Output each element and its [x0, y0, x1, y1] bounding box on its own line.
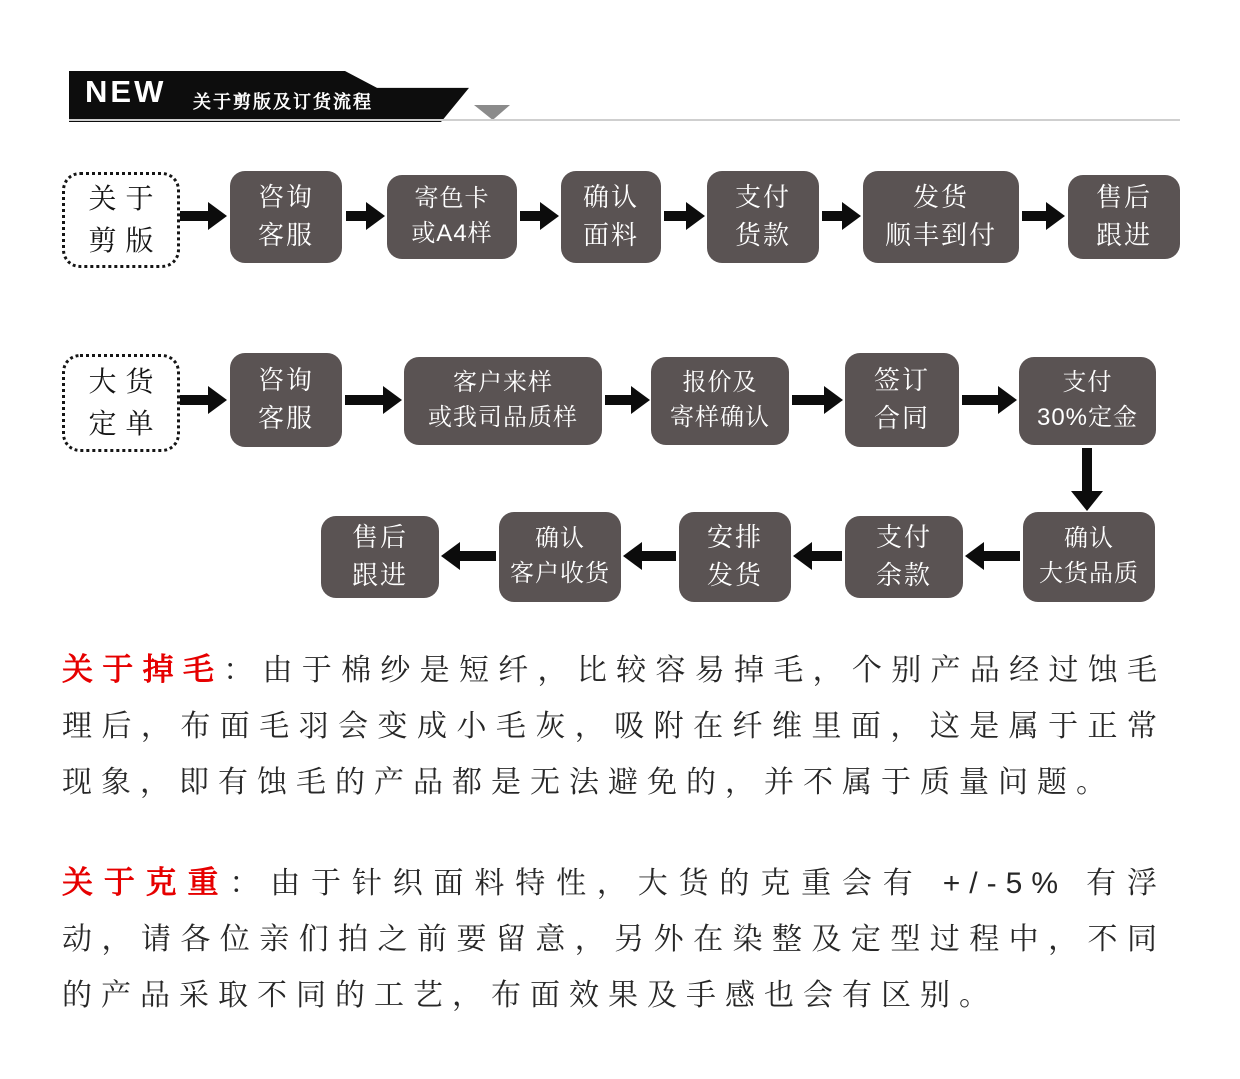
arrow-right-icon	[345, 386, 401, 414]
step-line: 售后	[351, 522, 408, 553]
label-line: 关于	[88, 183, 163, 214]
arrow-left-icon	[624, 542, 676, 570]
step-line: 客服	[257, 220, 314, 250]
step-line: 客户收货	[510, 560, 610, 587]
step-line: 确认	[582, 182, 639, 213]
step-line: 售后	[1095, 182, 1152, 213]
arrow-right-icon	[1022, 202, 1064, 230]
step-line: 咨询	[257, 182, 314, 213]
step-line: 合同	[873, 403, 930, 433]
step-pay-deposit	[1019, 357, 1156, 445]
arrow-right-icon	[605, 386, 649, 414]
step-consult-service-2	[230, 353, 342, 447]
step-line: 确认	[1064, 525, 1114, 553]
arrow-right-icon	[180, 386, 226, 414]
step-sign-contract	[845, 353, 959, 447]
step-line: 30%定金	[1036, 404, 1139, 431]
step-customer-sample	[404, 357, 602, 445]
step-consult-service	[230, 171, 342, 263]
note-shedding-heading: 关于掉毛	[62, 652, 224, 687]
label-bulk-order	[62, 354, 180, 452]
step-line: 跟进	[351, 560, 408, 590]
step-line: 跟进	[1095, 220, 1152, 250]
note-shedding	[62, 642, 1166, 811]
step-line: 寄色卡	[414, 185, 490, 213]
step-send-color-card	[387, 175, 517, 259]
step-line: 寄样确认	[670, 404, 770, 431]
step-confirm-fabric	[561, 171, 661, 263]
label-line: 剪版	[88, 225, 163, 256]
section-title: 关于剪版及订货流程	[193, 92, 373, 112]
step-line: 或A4样	[411, 220, 493, 247]
step-pay-amount	[707, 171, 819, 263]
step-line: 支付	[1062, 369, 1113, 397]
step-line: 安排	[706, 522, 763, 553]
step-pay-balance	[845, 516, 963, 598]
label-sample-cutting	[62, 172, 180, 268]
step-arrange-shipping	[679, 512, 791, 602]
note-weight-heading: 关于克重	[62, 865, 230, 900]
note-weight-body: ：由于针织面料特性，大货的克重会有 +/-5% 有浮动，请各位亲们拍之前要留意，另外在染整及定型过程中，不同的产品采取不同的工艺，布面效果及手感也会有区别。	[62, 867, 1167, 1012]
arrow-right-icon	[822, 202, 860, 230]
step-after-sales	[1068, 175, 1180, 259]
note-shedding-body: ：由于棉纱是短纤，比较容易掉毛，个别产品经过蚀毛理后，布面毛羽会变成小毛灰，吸附在纤维里面，这是属于正常现象，即有蚀毛的产品都是无法避免的，并不属于质量问题。	[62, 654, 1167, 799]
step-ship-sf-cod	[863, 171, 1019, 263]
arrow-right-icon	[664, 202, 704, 230]
step-line: 发货	[912, 182, 969, 213]
arrow-left-icon	[966, 542, 1020, 570]
banner-divider	[69, 119, 1180, 121]
step-line: 客服	[257, 403, 314, 433]
step-line: 支付	[875, 522, 932, 553]
new-badge: NEW	[85, 74, 167, 109]
step-line: 确认	[535, 525, 585, 553]
arrow-right-icon	[346, 202, 384, 230]
step-line: 顺丰到付	[884, 220, 997, 250]
step-line: 签订	[873, 365, 930, 396]
label-line: 大货	[88, 366, 163, 397]
step-line: 咨询	[257, 365, 314, 396]
step-confirm-bulk-quality	[1023, 512, 1155, 602]
step-line: 货款	[734, 220, 791, 250]
step-line: 客户来样	[453, 369, 553, 397]
step-line: 或我司品质样	[428, 404, 578, 431]
note-weight	[62, 855, 1166, 1024]
step-line: 大货品质	[1039, 560, 1139, 587]
arrow-right-icon	[520, 202, 558, 230]
step-line: 报价及	[682, 369, 758, 397]
arrow-right-icon	[792, 386, 842, 414]
arrow-left-icon	[442, 542, 496, 570]
step-quote-sample-confirm	[651, 357, 789, 445]
arrow-down-icon	[1070, 448, 1104, 510]
arrow-left-icon	[794, 542, 842, 570]
step-after-sales-2	[321, 516, 439, 598]
arrow-right-icon	[180, 202, 226, 230]
step-line: 发货	[706, 560, 763, 590]
banner-triangle-icon	[474, 105, 510, 120]
arrow-right-icon	[962, 386, 1016, 414]
step-line: 支付	[734, 182, 791, 213]
step-confirm-receipt	[499, 512, 621, 602]
label-line: 定单	[88, 408, 163, 439]
step-line: 余款	[875, 560, 932, 590]
step-line: 面料	[582, 220, 639, 250]
